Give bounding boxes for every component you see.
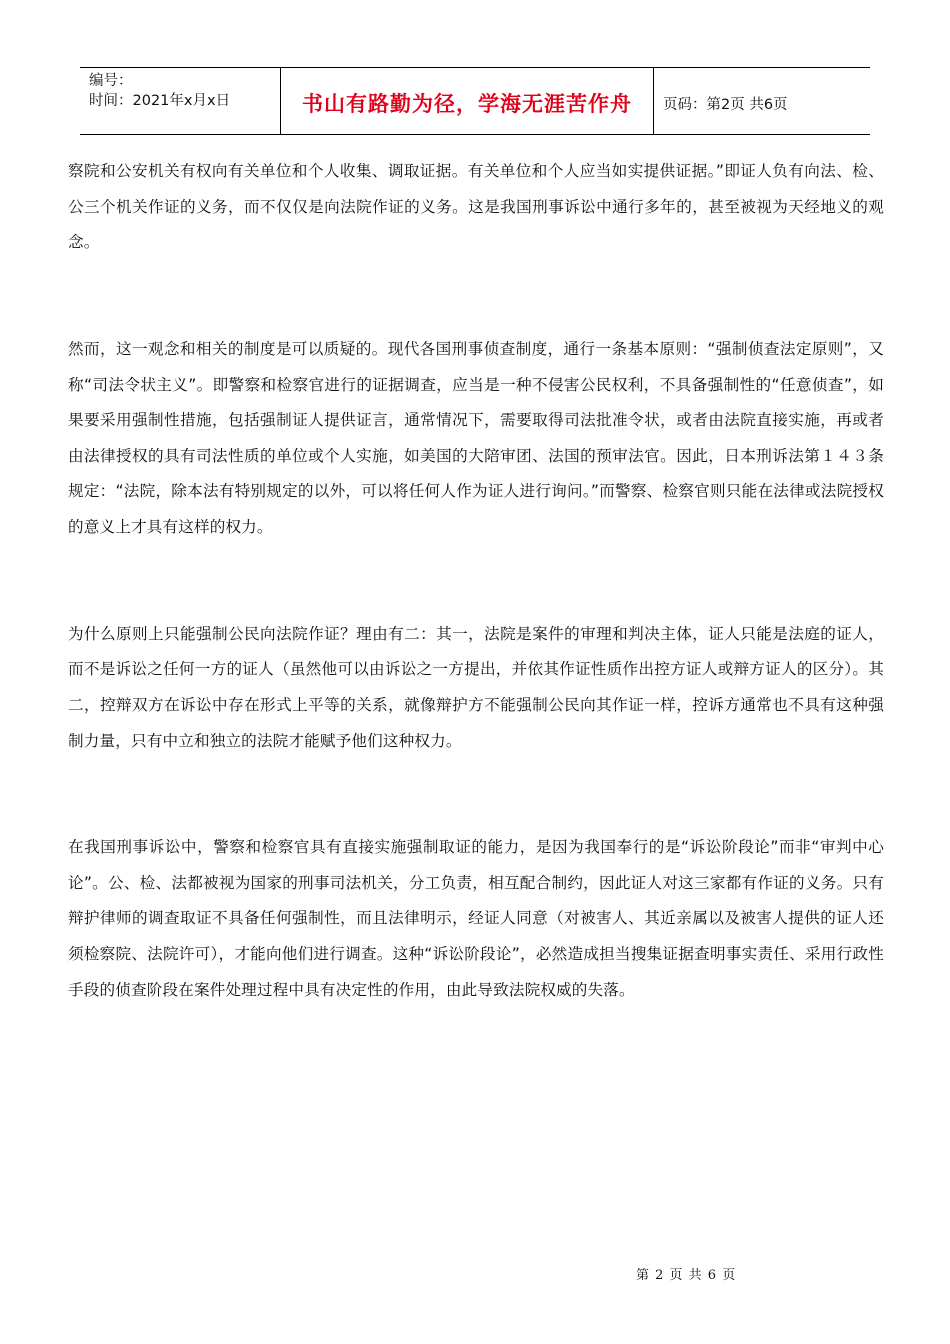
page-footer: 第 2 页 共 6 页 xyxy=(636,1268,737,1283)
document-body xyxy=(68,154,884,1008)
page-info: 页码：第2页 共6页 xyxy=(663,96,788,113)
paragraph-2: 然而，这一观念和相关的制度是可以质疑的。现代各国刑事侦查制度，通行一条基本原则：“强制侦查法定原则”，又称“司法令状主义”。即警察和检察官进行的证据调查，应当是一种不侵害公民权利，不具备强制性的“任意侦查”，如果要采用强制性措施，包括强制证人提供证言，通常情况下，需要取得司法批准令状，或者由法院直接实施，再或者由法律授权的具有司法性质的单位或个人实施，如美国的大陪审团、法国的预审法官。因此，日本刑诉法第１４３条规定：“法院，除本法有特别规定的以外，可以将任何人作为证人进行询问。”而警察、检察官则只能在法律或法院授权的意义上才具有这样的权力。 xyxy=(68,339,884,536)
motto-text: 书山有路勤为径，学海无涯苦作舟 xyxy=(302,92,632,116)
paragraph-gap xyxy=(68,759,884,795)
paragraph-1: 察院和公安机关有权向有关单位和个人收集、调取证据。有关单位和个人应当如实提供证据。”即证人负有向法、检、公三个机关作证的义务，而不仅仅是向法院作证的义务。这是我国刑事诉讼中通行多年的，甚至被视为天经地义的观念。 xyxy=(68,162,884,252)
paragraph-gap xyxy=(68,795,884,831)
paragraph-4: 在我国刑事诉讼中，警察和检察官具有直接实施强制取证的能力，是因为我国奉行的是“诉讼阶段论”而非“审判中心论”。公、检、法都被视为国家的刑事司法机关，分工负责，相互配合制约，因此证人对这三家都有作证的义务。只有辩护律师的调查取证不具备任何强制性，而且法律明示，经证人同意（对被害人、其近亲属以及被害人提供的证人还须检察院、法院许可），才能向他们进行调查。这种“诉讼阶段论”，必然造成担当搜集证据查明事实责任、采用行政性手段的侦查阶段在案件处理过程中具有决定性的作用，由此导致法院权威的失落。 xyxy=(68,838,884,999)
page-header xyxy=(80,67,870,135)
header-left-cell xyxy=(80,68,281,134)
paragraph-gap xyxy=(68,296,884,332)
paragraph-gap xyxy=(68,546,884,582)
time-label: 时间：2021年x月x日 xyxy=(89,93,231,109)
paragraph-3: 为什么原则上只能强制公民向法院作证？理由有二：其一，法院是案件的审理和判决主体，证人只能是法庭的证人，而不是诉讼之任何一方的证人（虽然他可以由诉讼之一方提出，并依其作证性质作出控方证人或辩方证人的区分）。其二，控辩双方在诉讼中存在形式上平等的关系，就像辩护方不能强制公民向其作证一样，控诉方通常也不具有这种强制力量，只有中立和独立的法院才能赋予他们这种权力。 xyxy=(68,624,884,750)
serial-number-label: 编号： xyxy=(89,73,133,89)
paragraph-gap xyxy=(68,581,884,617)
paragraph-gap xyxy=(68,261,884,297)
header-motto-cell xyxy=(281,68,654,134)
header-page-cell xyxy=(654,68,870,134)
